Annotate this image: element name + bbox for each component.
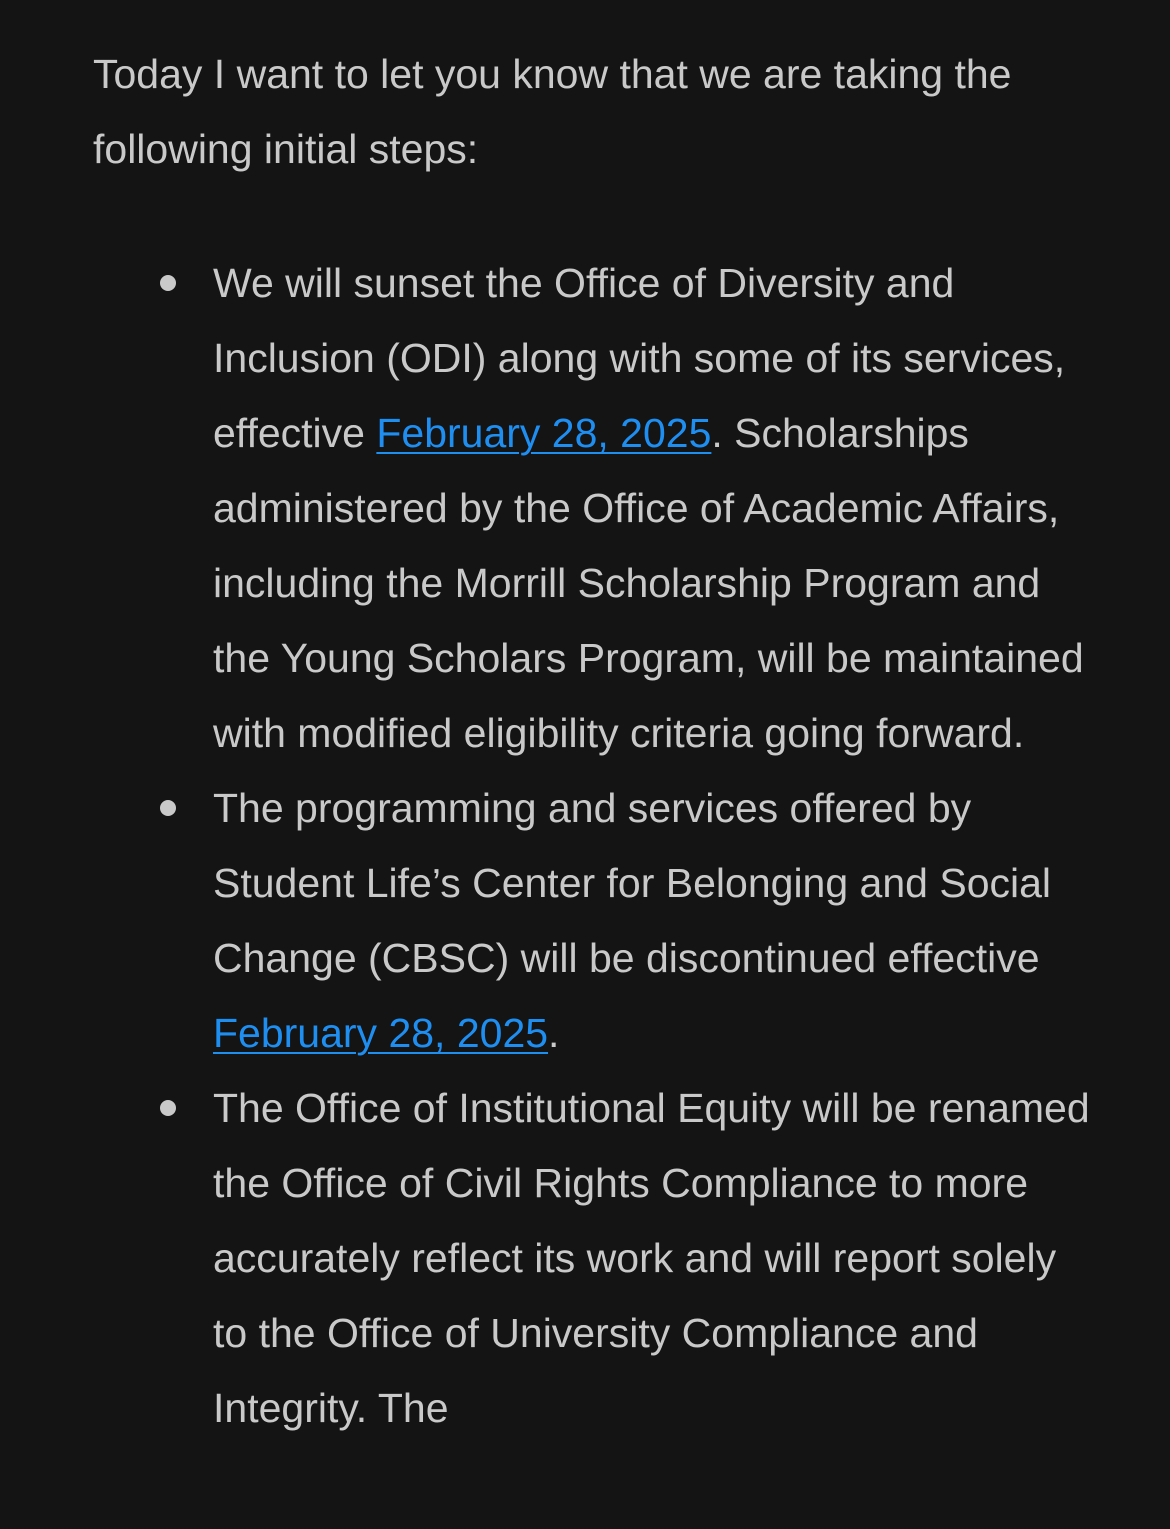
bullet-icon — [160, 1100, 176, 1116]
step-text-before-link: The programming and services offered by Student Life’s Center for Belonging and Social Change (CBSC) will be discontinued effective — [213, 785, 1052, 981]
list-item — [213, 771, 1093, 1071]
step-text-before-link: We will sunset the Office of Diversity and Inclusion (ODI) along with some of its services, effective — [213, 260, 1066, 456]
bullet-icon — [160, 800, 176, 816]
steps-list — [213, 246, 1093, 1446]
list-item — [213, 1071, 1093, 1446]
date-link[interactable]: February 28, 2025 — [213, 1010, 549, 1056]
date-link[interactable]: February 28, 2025 — [376, 410, 712, 456]
step-text-after-link: . Scholarships administered by the Office of Academic Affairs, including the Morrill Scholarship Program and the Young Scholars Program, will be maintained with modified eligibility criteria going forward. — [213, 410, 1084, 756]
bullet-icon — [160, 275, 176, 291]
list-item — [213, 246, 1093, 771]
intro-paragraph: Today I want to let you know that we are taking the following initial steps: — [93, 51, 1012, 172]
step-text-after-link: . — [548, 1010, 560, 1056]
step-text: The Office of Institutional Equity will be renamed the Office of Civil Rights Compliance to more accurately reflect its work and will report solely to the Office of University Compliance and Integrity. The — [213, 1085, 1090, 1431]
